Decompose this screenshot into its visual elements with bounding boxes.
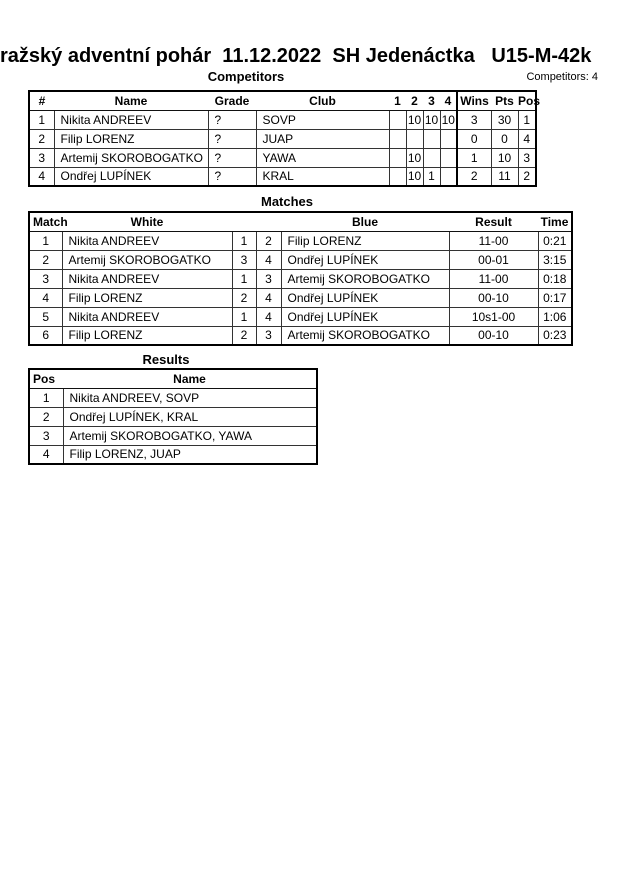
match-result: 00-10 <box>449 288 538 307</box>
column-header-pts: Pts <box>491 91 518 110</box>
match-time: 0:17 <box>538 288 572 307</box>
blue-competitor: Artemij SKOROBOGATKO <box>281 269 449 288</box>
blue-competitor-number: 3 <box>256 326 281 345</box>
white-competitor-number: 1 <box>232 269 256 288</box>
column-header-pos: Pos <box>29 369 63 388</box>
white-competitor: Nikita ANDREEV <box>62 231 232 250</box>
white-competitor: Nikita ANDREEV <box>62 269 232 288</box>
score-vs-2: 10 <box>406 148 423 167</box>
result-pos: 3 <box>29 426 63 445</box>
column-header-wins: Wins <box>457 91 491 110</box>
column-header-result: Result <box>449 212 538 231</box>
results-table <box>28 368 318 465</box>
competitor-number: 3 <box>29 148 54 167</box>
white-competitor: Filip LORENZ <box>62 326 232 345</box>
match-number: 5 <box>29 307 62 326</box>
blue-competitor-number: 2 <box>256 231 281 250</box>
match-time: 0:18 <box>538 269 572 288</box>
column-header-white-num <box>232 212 256 231</box>
match-number: 3 <box>29 269 62 288</box>
competitor-club: SOVP <box>256 110 389 129</box>
match-number: 1 <box>29 231 62 250</box>
blue-competitor: Filip LORENZ <box>281 231 449 250</box>
blue-competitor-number: 4 <box>256 288 281 307</box>
blue-competitor: Artemij SKOROBOGATKO <box>281 326 449 345</box>
column-header-name: Name <box>63 369 317 388</box>
column-header-grade: Grade <box>208 91 256 110</box>
score-vs-3 <box>423 148 440 167</box>
score-vs-4 <box>440 129 457 148</box>
competitor-number: 2 <box>29 129 54 148</box>
competitor-grade: ? <box>208 148 256 167</box>
match-number: 6 <box>29 326 62 345</box>
result-pos: 2 <box>29 407 63 426</box>
competitor-grade: ? <box>208 167 256 186</box>
competitor-grade: ? <box>208 129 256 148</box>
column-header-white: White <box>62 212 232 231</box>
score-vs-3: 1 <box>423 167 440 186</box>
match-time: 3:15 <box>538 250 572 269</box>
match-row <box>29 307 572 326</box>
match-row <box>29 288 572 307</box>
competitors-header-row <box>29 91 536 110</box>
competitor-wins: 2 <box>457 167 491 186</box>
competitor-row <box>29 110 536 129</box>
white-competitor-number: 1 <box>232 307 256 326</box>
match-time: 0:21 <box>538 231 572 250</box>
competitor-pos: 4 <box>518 129 536 148</box>
column-header-blue-num <box>256 212 281 231</box>
competitor-number: 4 <box>29 167 54 186</box>
column-header-time: Time <box>538 212 572 231</box>
white-competitor-number: 3 <box>232 250 256 269</box>
result-pos: 4 <box>29 445 63 464</box>
score-vs-4: 10 <box>440 110 457 129</box>
score-vs-1 <box>389 148 406 167</box>
column-header-number: # <box>29 91 54 110</box>
result-row <box>29 388 317 407</box>
match-result: 11-00 <box>449 231 538 250</box>
competitor-grade: ? <box>208 110 256 129</box>
competitor-name: Ondřej LUPÍNEK <box>54 167 208 186</box>
competitor-pts: 30 <box>491 110 518 129</box>
competitor-row <box>29 167 536 186</box>
match-time: 1:06 <box>538 307 572 326</box>
score-vs-3 <box>423 129 440 148</box>
match-result: 00-01 <box>449 250 538 269</box>
column-header-opp1: 1 <box>389 91 406 110</box>
match-row <box>29 326 572 345</box>
result-name: Filip LORENZ, JUAP <box>63 445 317 464</box>
matches-header-row <box>29 212 572 231</box>
match-row <box>29 231 572 250</box>
blue-competitor: Ondřej LUPÍNEK <box>281 250 449 269</box>
result-name: Artemij SKOROBOGATKO, YAWA <box>63 426 317 445</box>
competitor-pos: 2 <box>518 167 536 186</box>
white-competitor-number: 2 <box>232 326 256 345</box>
competitor-club: JUAP <box>256 129 389 148</box>
column-header-club: Club <box>256 91 389 110</box>
result-name: Ondřej LUPÍNEK, KRAL <box>63 407 317 426</box>
match-result: 11-00 <box>449 269 538 288</box>
blue-competitor-number: 3 <box>256 269 281 288</box>
competitors-heading: Competitors <box>207 69 285 84</box>
blue-competitor: Ondřej LUPÍNEK <box>281 288 449 307</box>
results-heading: Results <box>142 352 190 367</box>
score-vs-1 <box>389 129 406 148</box>
blue-competitor-number: 4 <box>256 250 281 269</box>
blue-competitor-number: 4 <box>256 307 281 326</box>
match-row <box>29 250 572 269</box>
competitor-pts: 0 <box>491 129 518 148</box>
score-vs-1 <box>389 167 406 186</box>
competitor-pts: 10 <box>491 148 518 167</box>
competitors-table <box>28 90 541 187</box>
match-row <box>29 269 572 288</box>
column-header-blue: Blue <box>281 212 449 231</box>
match-result: 10s1-00 <box>449 307 538 326</box>
competitor-name: Artemij SKOROBOGATKO <box>54 148 208 167</box>
score-vs-2: 10 <box>406 110 423 129</box>
column-header-opp2: 2 <box>406 91 423 110</box>
competitor-pos: 1 <box>518 110 536 129</box>
competitor-wins: 1 <box>457 148 491 167</box>
matches-table <box>28 211 573 346</box>
competitor-number: 1 <box>29 110 54 129</box>
column-header-pos: Pos <box>518 91 536 110</box>
score-vs-2: 10 <box>406 167 423 186</box>
score-vs-4 <box>440 148 457 167</box>
result-row <box>29 445 317 464</box>
score-vs-3: 10 <box>423 110 440 129</box>
white-competitor-number: 2 <box>232 288 256 307</box>
matches-heading: Matches <box>260 194 314 209</box>
competitor-pos: 3 <box>518 148 536 167</box>
column-header-match: Match <box>29 212 62 231</box>
competitor-club: YAWA <box>256 148 389 167</box>
competitor-club: KRAL <box>256 167 389 186</box>
competitor-pts: 11 <box>491 167 518 186</box>
column-header-name: Name <box>54 91 208 110</box>
competitors-count: Competitors: 4 <box>526 71 598 83</box>
result-row <box>29 407 317 426</box>
page-title: ražský adventní pohár 11.12.2022 SH Jedenáctka U15-M-42k <box>0 45 592 67</box>
match-time: 0:23 <box>538 326 572 345</box>
result-name: Nikita ANDREEV, SOVP <box>63 388 317 407</box>
competitor-name: Nikita ANDREEV <box>54 110 208 129</box>
column-header-opp3: 3 <box>423 91 440 110</box>
competitor-row <box>29 148 536 167</box>
match-number: 2 <box>29 250 62 269</box>
blue-competitor: Ondřej LUPÍNEK <box>281 307 449 326</box>
competitor-name: Filip LORENZ <box>54 129 208 148</box>
result-pos: 1 <box>29 388 63 407</box>
results-header-row <box>29 369 317 388</box>
white-competitor: Nikita ANDREEV <box>62 307 232 326</box>
white-competitor: Artemij SKOROBOGATKO <box>62 250 232 269</box>
white-competitor: Filip LORENZ <box>62 288 232 307</box>
white-competitor-number: 1 <box>232 231 256 250</box>
score-vs-2 <box>406 129 423 148</box>
match-result: 00-10 <box>449 326 538 345</box>
competitor-row <box>29 129 536 148</box>
competitor-wins: 0 <box>457 129 491 148</box>
score-vs-4 <box>440 167 457 186</box>
competitor-wins: 3 <box>457 110 491 129</box>
match-number: 4 <box>29 288 62 307</box>
score-vs-1 <box>389 110 406 129</box>
column-header-opp4: 4 <box>440 91 457 110</box>
result-row <box>29 426 317 445</box>
